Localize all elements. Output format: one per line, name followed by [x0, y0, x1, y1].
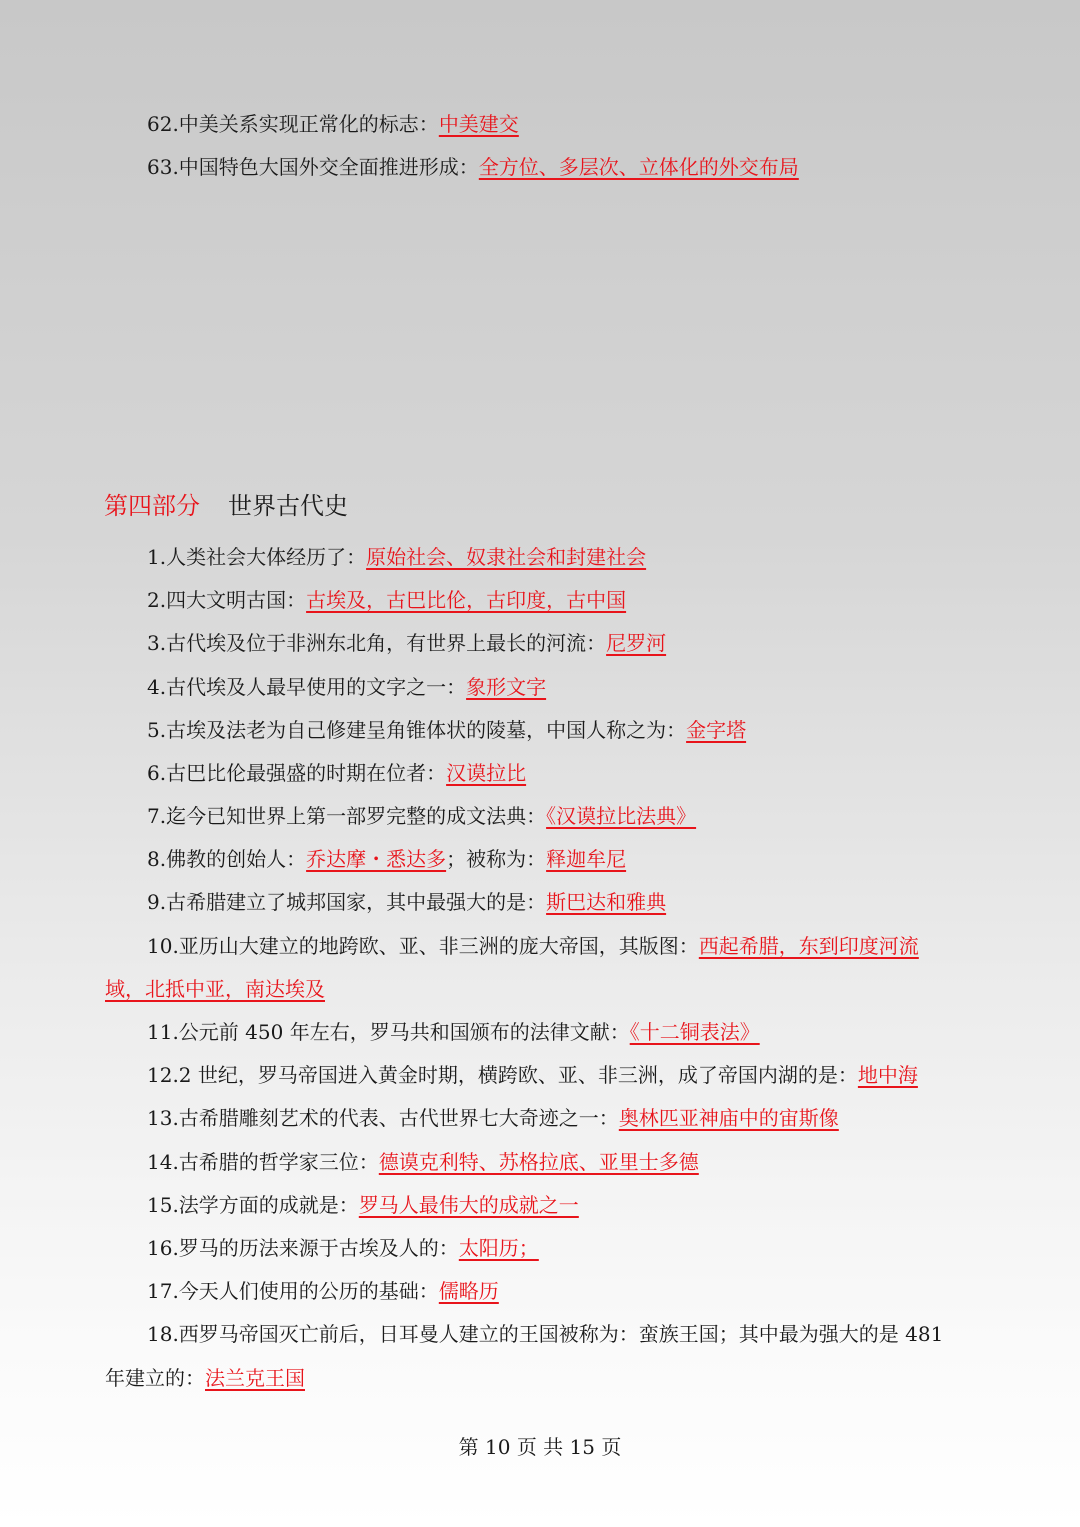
page-footer: 第 10 页 共 15 页 [458, 1435, 622, 1459]
answer-text: 斯巴达和雅典 [546, 890, 667, 914]
list-item [147, 1277, 499, 1305]
question-text: 5.古埃及法老为自己修建呈角锥体状的陵墓，中国人称之为： [147, 718, 687, 742]
question-text: 17.今天人们使用的公历的基础： [147, 1279, 439, 1303]
list-item [147, 802, 696, 830]
answer-text: 《十二铜表法》 [629, 1020, 760, 1044]
answer-text: 《汉谟拉比法典》 [546, 804, 697, 828]
question-text-continuation: 年建立的： [105, 1366, 205, 1390]
list-item [147, 716, 746, 744]
question-text: 10.亚历山大建立的地跨欧、亚、非三洲的庞大帝国，其版图： [147, 934, 699, 958]
list-item [147, 673, 546, 701]
list-item [147, 1191, 579, 1219]
answer-text: 德谟克利特、苏格拉底、亚里士多德 [378, 1150, 699, 1174]
answer-text: 罗马人最伟大的成就之一 [358, 1193, 579, 1217]
question-text: 4.古代埃及人最早使用的文字之一： [147, 675, 467, 699]
list-item [147, 1320, 943, 1348]
list-item-continuation [105, 975, 325, 1003]
section-number: 第四部分 [104, 492, 200, 520]
answer-text: 西起希腊，东到印度河流 [698, 934, 919, 958]
answer-text: 尼罗河 [606, 631, 667, 655]
question-text: 63.中国特色大国外交全面推进形成： [147, 155, 479, 179]
answer-text-continuation: 域，北抵中亚，南达埃及 [105, 977, 325, 1001]
list-item [147, 1018, 760, 1046]
question-text: 62.中美关系实现正常化的标志： [147, 112, 439, 136]
answer-text: 儒略历 [438, 1279, 499, 1303]
answer-text-2: 释迦牟尼 [546, 847, 627, 871]
question-text: 11.公元前 450 年左右，罗马共和国颁布的法律文献： [147, 1020, 630, 1044]
section-name: 世界古代史 [228, 492, 348, 520]
question-text-2: ；被称为： [446, 847, 547, 871]
list-item [147, 153, 799, 181]
question-text: 2.四大文明古国： [147, 588, 307, 612]
answer-text: 古埃及，古巴比伦，古印度，古中国 [306, 588, 627, 612]
answer-text: 地中海 [857, 1063, 918, 1087]
answer-text: 中美建交 [438, 112, 519, 136]
question-text: 8.佛教的创始人： [147, 847, 307, 871]
question-text: 7.迄今已知世界上第一部罗完整的成文法典： [147, 804, 547, 828]
question-text: 1.人类社会大体经历了： [147, 545, 367, 569]
answer-text: 乔达摩・悉达多 [306, 847, 447, 871]
question-text: 9.古希腊建立了城邦国家，其中最强大的是： [147, 890, 547, 914]
list-item [147, 629, 666, 657]
answer-text: 太阳历； [458, 1236, 539, 1260]
list-item [147, 110, 519, 138]
list-item [147, 1148, 699, 1176]
answer-text: 全方位、多层次、立体化的外交布局 [478, 155, 799, 179]
question-text: 3.古代埃及位于非洲东北角，有世界上最长的河流： [147, 631, 607, 655]
list-item [147, 845, 626, 873]
answer-text: 原始社会、奴隶社会和封建社会 [366, 545, 647, 569]
question-text: 16.罗马的历法来源于古埃及人的： [147, 1236, 459, 1260]
question-text: 12.2 世纪，罗马帝国进入黄金时期，横跨欧、亚、非三洲，成了帝国内湖的是： [147, 1063, 858, 1087]
list-item [147, 888, 666, 916]
list-item [147, 932, 919, 960]
list-item [147, 1104, 839, 1132]
section-heading [104, 490, 348, 522]
list-item [147, 586, 626, 614]
list-item [147, 1061, 918, 1089]
question-text: 13.古希腊雕刻艺术的代表、古代世界七大奇迹之一： [147, 1106, 619, 1130]
list-item [147, 543, 646, 571]
list-item [147, 1234, 539, 1262]
list-item [147, 759, 526, 787]
list-item-continuation [105, 1364, 305, 1392]
question-text: 14.古希腊的哲学家三位： [147, 1150, 379, 1174]
question-text: 18.西罗马帝国灭亡前后，日耳曼人建立的王国被称为：蛮族王国；其中最为强大的是 481 [147, 1322, 944, 1346]
question-text: 6.古巴比伦最强盛的时期在位者： [147, 761, 447, 785]
answer-text: 汉谟拉比 [446, 761, 527, 785]
answer-text: 象形文字 [466, 675, 547, 699]
answer-text: 奥林匹亚神庙中的宙斯像 [618, 1106, 839, 1130]
answer-text: 金字塔 [686, 718, 747, 742]
question-text: 15.法学方面的成就是： [147, 1193, 359, 1217]
answer-text: 法兰克王国 [205, 1366, 305, 1390]
